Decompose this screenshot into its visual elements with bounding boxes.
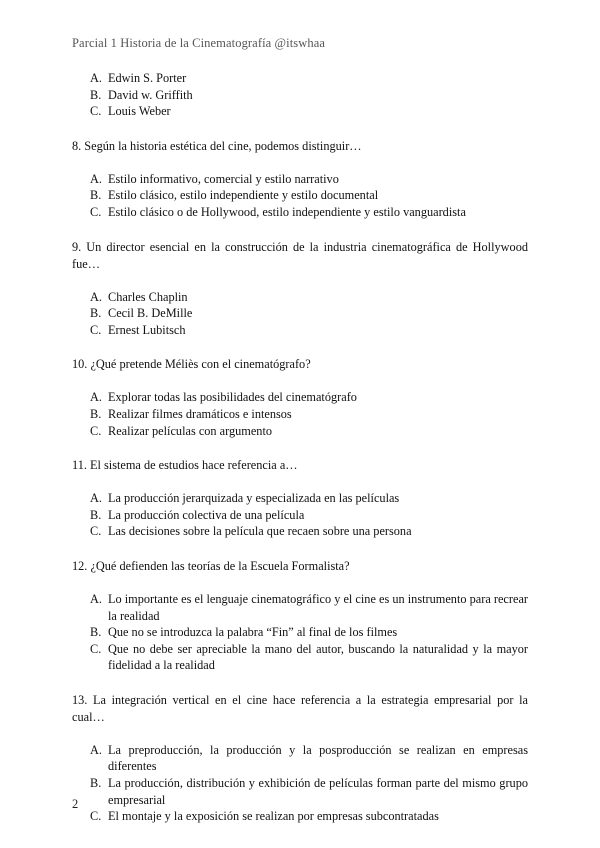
option-list	[72, 171, 528, 221]
option-text: Estilo informativo, comercial y estilo narrativo	[108, 171, 339, 186]
option-letter: A.	[90, 289, 102, 304]
option-text: Las decisiones sobre la película que recaen sobre una persona	[108, 524, 412, 539]
option-letter: A.	[90, 171, 102, 186]
option-text: Louis Weber	[108, 104, 171, 119]
option-letter: B.	[90, 625, 102, 640]
option-letter: C.	[90, 322, 102, 337]
option-letter: A.	[90, 591, 102, 606]
option-list	[72, 289, 528, 339]
option-item	[72, 641, 528, 674]
option-text: Realizar filmes dramáticos e intensos	[108, 406, 292, 421]
option-text: La preproducción, la producción y la posproducción se realizan en empresas diferentes	[108, 742, 528, 774]
option-text: Edwin S. Porter	[108, 71, 187, 85]
option-item	[72, 406, 528, 423]
question-block	[72, 558, 528, 674]
option-item	[72, 490, 528, 507]
option-text: Que no se introduzca la palabra “Fin” al final de los filmes	[108, 625, 398, 640]
option-item	[72, 389, 528, 406]
option-letter: C.	[90, 524, 102, 539]
option-letter: B.	[90, 306, 102, 321]
option-list	[72, 591, 528, 674]
option-item	[72, 808, 528, 825]
option-letter: C.	[90, 809, 102, 824]
option-letter: C.	[90, 204, 102, 219]
continued-options	[72, 70, 528, 120]
question-block	[72, 239, 528, 339]
option-letter: B.	[90, 406, 102, 421]
option-item	[72, 103, 528, 120]
document-body	[72, 70, 528, 825]
option-item	[72, 322, 528, 339]
option-item	[72, 775, 528, 808]
question-block	[72, 138, 528, 221]
page-header: Parcial 1 Historia de la Cinematografía @itswhaa	[72, 36, 326, 50]
option-letter: A.	[90, 742, 102, 757]
option-text: La producción colectiva de una película	[108, 507, 305, 522]
option-text: El montaje y la exposición se realizan por empresas subcontratadas	[108, 809, 439, 824]
option-text: Realizar películas con argumento	[108, 423, 273, 438]
option-list	[72, 490, 528, 540]
option-item	[72, 187, 528, 204]
option-item	[72, 523, 528, 540]
option-list	[72, 389, 528, 439]
option-letter: C.	[90, 641, 102, 656]
option-item	[72, 70, 528, 87]
option-letter: C.	[90, 423, 102, 438]
option-item	[72, 624, 528, 641]
option-text: David w. Griffith	[108, 87, 193, 102]
option-letter: A.	[90, 491, 102, 506]
option-text: La producción jerarquizada y especializada en las películas	[108, 491, 400, 506]
option-text: Que no debe ser apreciable la mano del autor, buscando la naturalidad y la mayor fidelidad a la realidad	[108, 641, 528, 673]
option-item	[72, 204, 528, 221]
option-letter: A.	[90, 71, 102, 85]
option-item	[72, 507, 528, 524]
question-text: 13. La integración vertical en el cine hace referencia a la estrategia empresarial por la cual…	[72, 692, 528, 724]
option-text: Estilo clásico, estilo independiente y estilo documental	[108, 188, 379, 203]
option-item	[72, 289, 528, 306]
option-letter: B.	[90, 507, 102, 522]
option-letter: B.	[90, 776, 102, 791]
question-block	[72, 457, 528, 540]
option-text: Explorar todas las posibilidades del cinematógrafo	[108, 390, 357, 405]
option-text: Cecil B. DeMille	[108, 306, 193, 321]
question-text: 10. ¿Qué pretende Méliès con el cinematógrafo?	[72, 357, 311, 372]
question-block	[72, 356, 528, 439]
question-block	[72, 692, 528, 825]
option-item	[72, 423, 528, 440]
option-text: La producción, distribución y exhibición de películas forman parte del mismo grupo empresarial	[108, 776, 528, 807]
option-item	[72, 591, 528, 624]
option-text: Charles Chaplin	[108, 289, 188, 304]
option-item	[72, 87, 528, 104]
option-item	[72, 742, 528, 775]
option-item	[72, 305, 528, 322]
option-text: Estilo clásico o de Hollywood, estilo independiente y estilo vanguardista	[108, 204, 466, 219]
question-text: 9. Un director esencial en la construcción de la industria cinematográfica de Hollywood fue…	[72, 239, 528, 271]
page-number: 2	[72, 797, 79, 811]
question-text: 8. Según la historia estética del cine, podemos distinguir…	[72, 138, 362, 153]
option-letter: B.	[90, 188, 102, 203]
option-item	[72, 171, 528, 188]
question-text: 11. El sistema de estudios hace referencia a…	[72, 458, 298, 473]
option-text: Ernest Lubitsch	[108, 322, 186, 337]
option-list	[72, 742, 528, 825]
option-text: Lo importante es el lenguaje cinematográfico y el cine es un instrumento para recrear la realidad	[108, 591, 528, 623]
option-letter: C.	[90, 104, 102, 119]
option-letter: B.	[90, 87, 102, 102]
question-text: 12. ¿Qué defienden las teorías de la Escuela Formalista?	[72, 558, 350, 573]
option-letter: A.	[90, 390, 102, 405]
